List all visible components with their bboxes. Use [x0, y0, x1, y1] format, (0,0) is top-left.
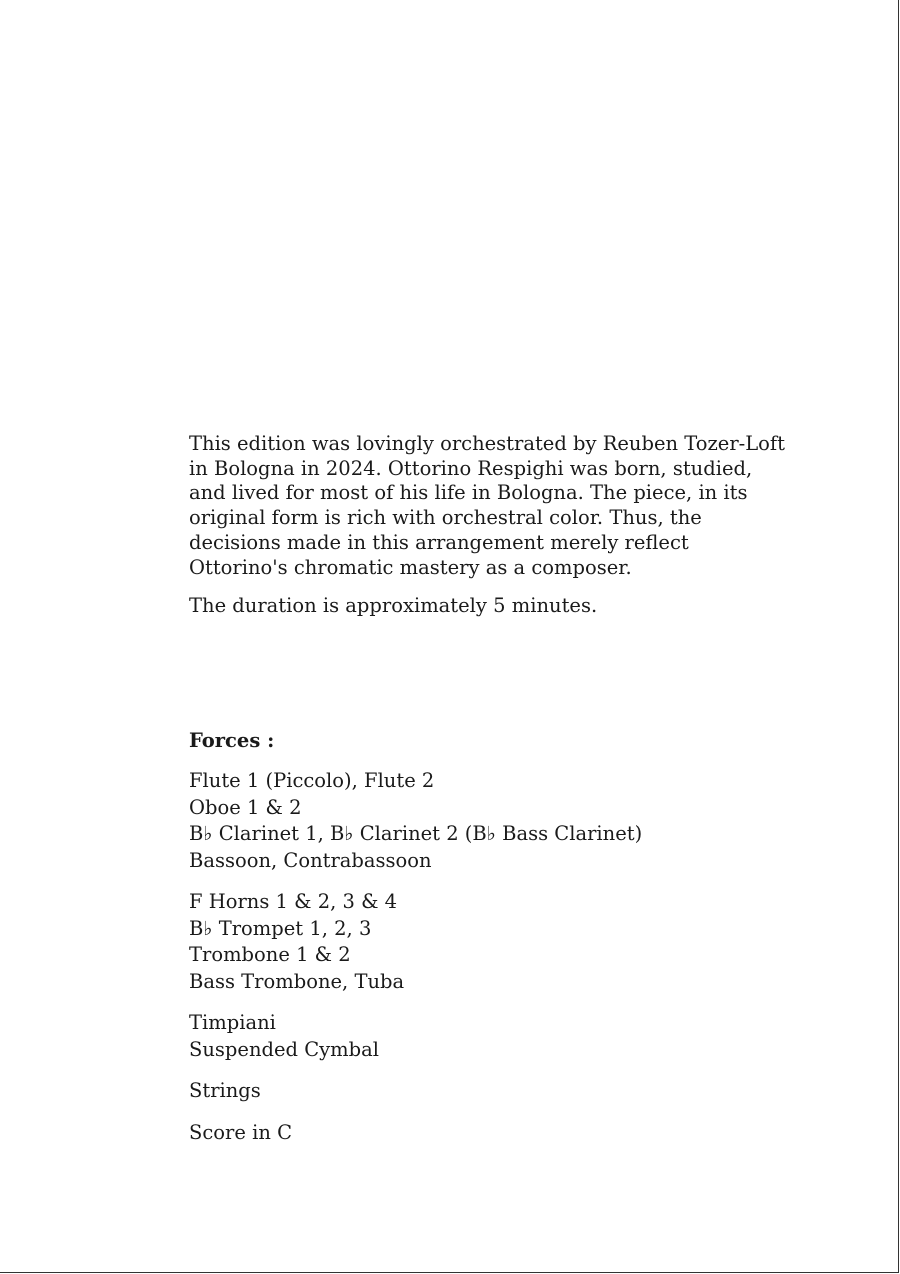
brass-group [189, 889, 789, 995]
intro-paragraph: This edition was lovingly orchestrated by Reuben Tozer-Loft in Bologna in 2024. Ottorino Respighi was born, studied, and lived for most of his life in Bologna. The piece, in its original form is rich with orchestral color. Thus, the decisions made in this arrangement merely reflect Ottorino's chromatic mastery as a composer. [189, 432, 785, 579]
percussion-group [189, 1010, 789, 1063]
woodwinds-group [189, 768, 789, 874]
score-note: Score in C [189, 1120, 292, 1144]
instrument-line: F Horns 1 & 2, 3 & 4 [189, 890, 398, 914]
instrument-line: Oboe 1 & 2 [189, 795, 302, 819]
page-content [189, 432, 789, 1146]
instrument-line: Bassoon, Contrabassoon [189, 848, 432, 872]
instrument-line: Suspended Cymbal [189, 1037, 379, 1061]
duration-note: The duration is approximately 5 minutes. [189, 594, 598, 618]
forces-heading: Forces : [189, 729, 275, 753]
instrument-line: Timpiani [189, 1011, 276, 1035]
instrument-line: Bass Trombone, Tuba [189, 969, 405, 993]
instrument-line: B♭ Trompet 1, 2, 3 [189, 916, 372, 940]
instrument-line: Flute 1 (Piccolo), Flute 2 [189, 769, 435, 793]
strings-group [189, 1078, 789, 1105]
instrument-line: Strings [189, 1079, 261, 1103]
instrument-line: B♭ Clarinet 1, B♭ Clarinet 2 (B♭ Bass Clarinet) [189, 822, 643, 846]
instrument-line: Trombone 1 & 2 [189, 943, 351, 967]
score-note-group [189, 1120, 789, 1147]
